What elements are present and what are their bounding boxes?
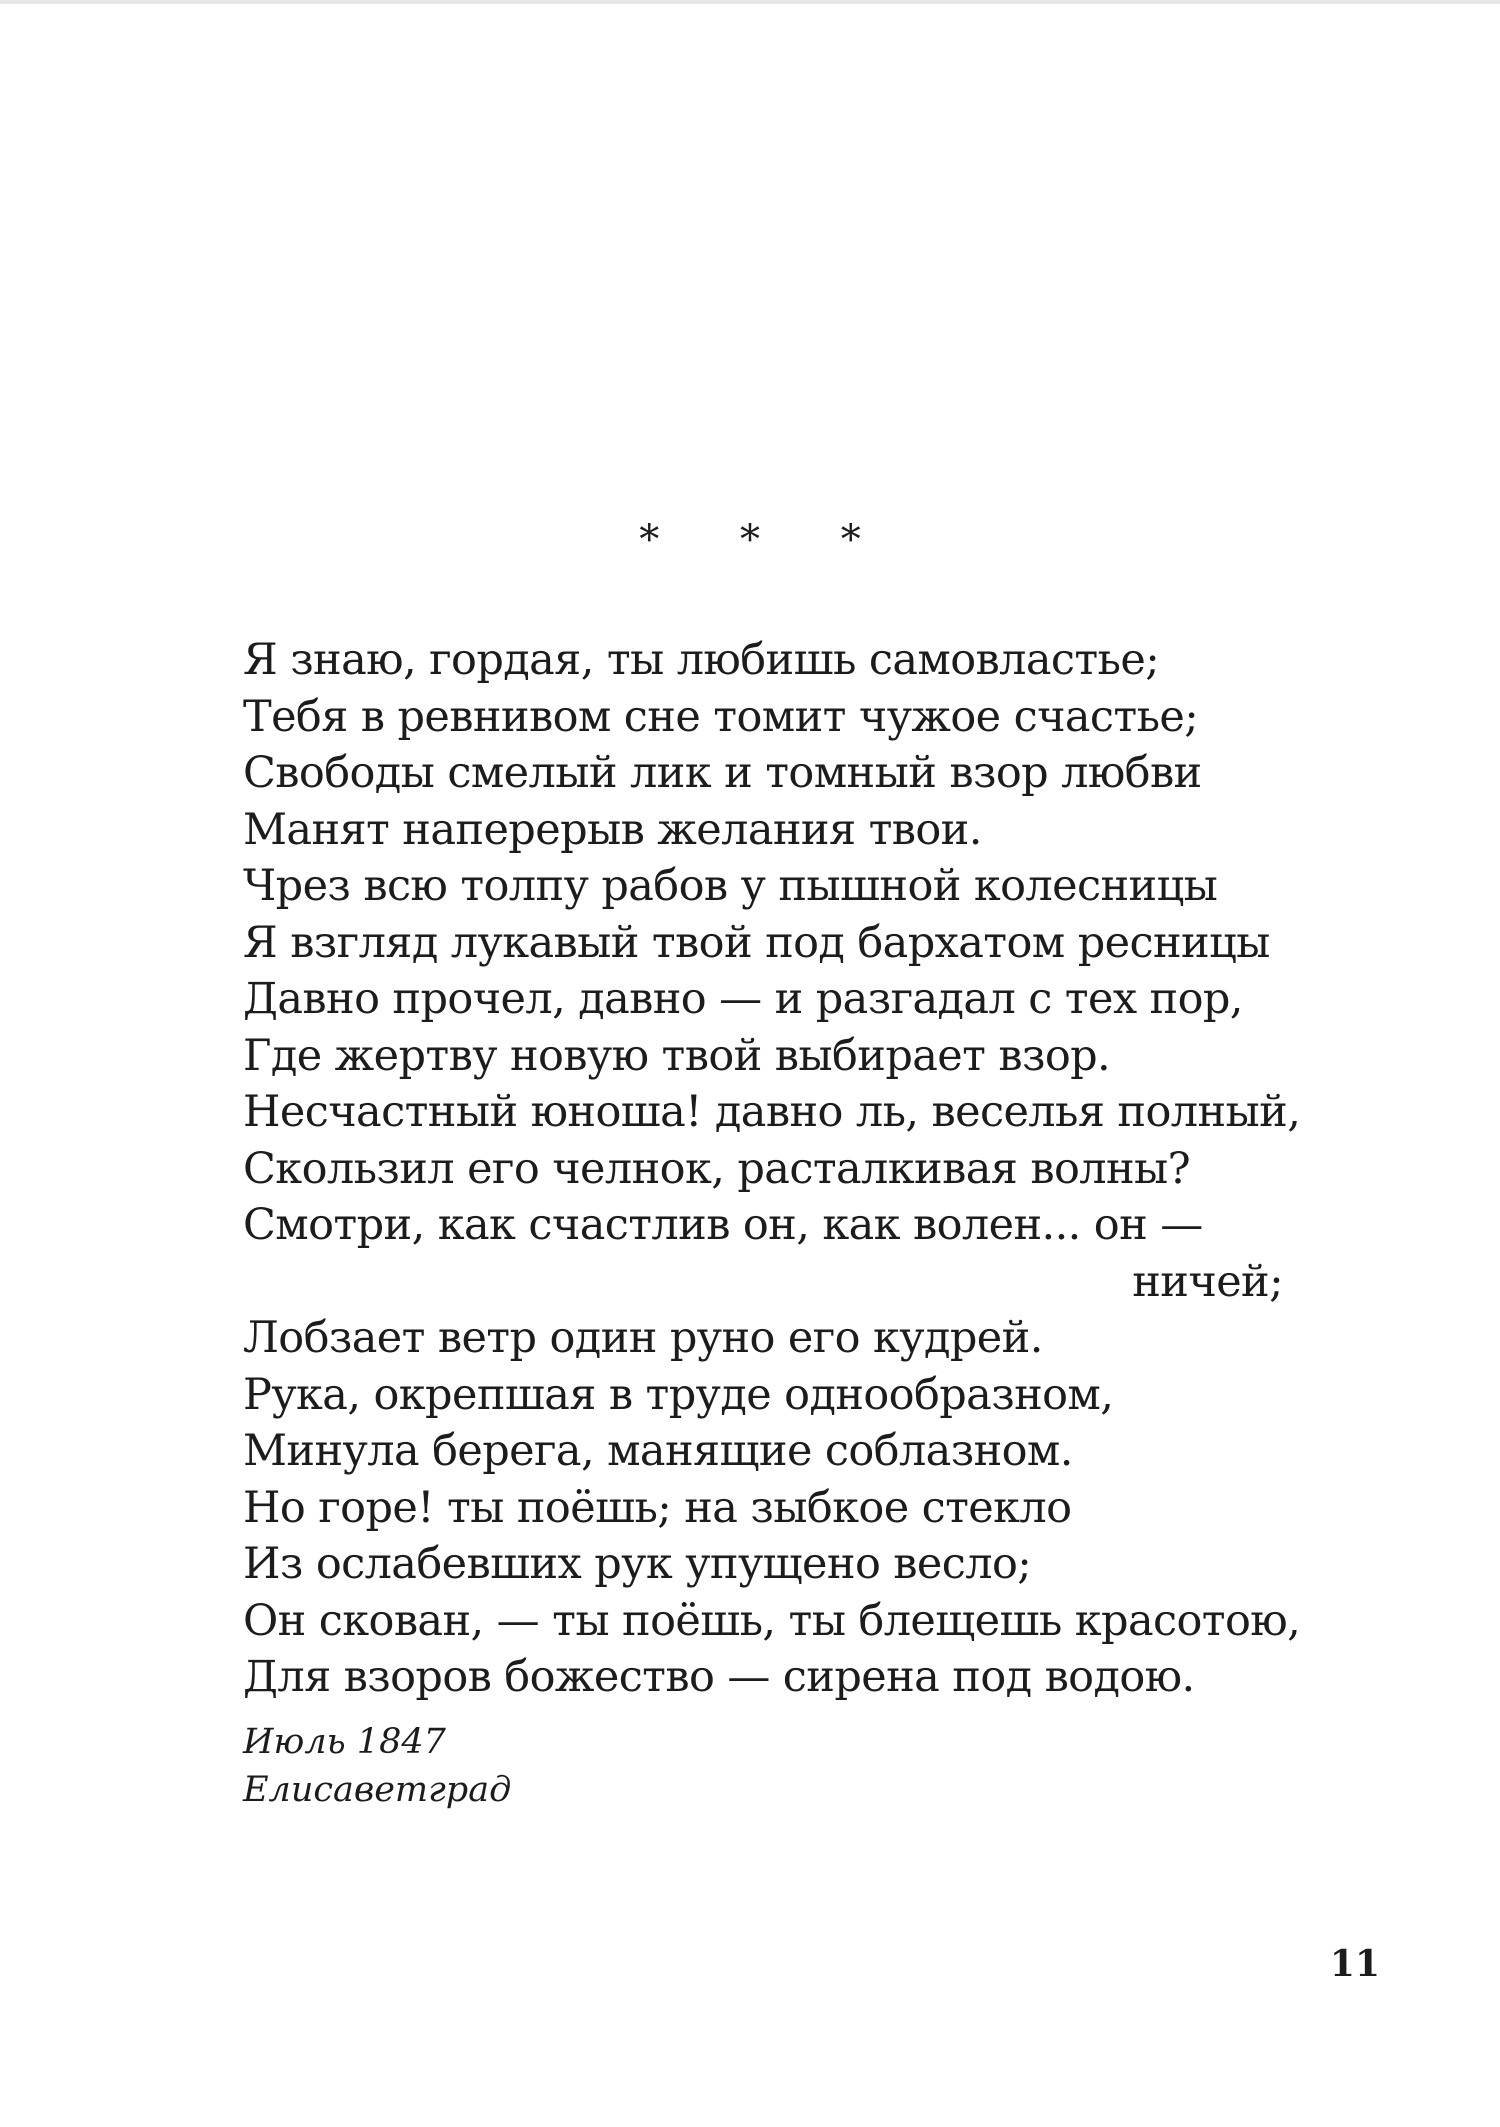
poem-line: Из ослабевших рук упущено весло; (243, 1539, 1032, 1589)
poem-line: Скользил его челнок, расталкивая волны? (243, 1143, 1191, 1194)
top-edge-rule (0, 0, 1500, 4)
poem-line: Смотри, как счастлив он, как волен... он — (243, 1200, 1203, 1250)
poem-date: Июль 1847 (243, 1722, 446, 1762)
poem-dateline (243, 1718, 511, 1814)
poem-line: Несчастный юноша! давно ль, веселья полный, (243, 1087, 1301, 1137)
section-asterism: * * * (639, 517, 895, 563)
poem-line: Но горе! ты поёшь; на зыбкое стекло (243, 1482, 1072, 1533)
poem-line: Я знаю, гордая, ты любишь самовластье; (243, 635, 1160, 685)
poem-line: Я взгляд лукавый твой под бархатом ресницы (243, 917, 1270, 968)
poem-line: Минула берега, манящие соблазном. (243, 1426, 1073, 1476)
poem-line: Он скован, — ты поёшь, ты блещешь красотою, (243, 1595, 1301, 1646)
poem-line: Свободы смелый лик и томный взор любви (243, 748, 1202, 798)
poem-line: Где жертву новую твой выбирает взор. (243, 1030, 1111, 1081)
poem-line: Давно прочел, давно — и разгадал с тех пор, (243, 974, 1243, 1024)
poem-line: Чрез всю толпу рабов у пышной колесницы (243, 861, 1218, 911)
poem-line-continuation: ничей; (1132, 1256, 1283, 1307)
poem-line: Манят наперерыв желания твои. (243, 804, 982, 855)
poem-body (243, 632, 1301, 1706)
page-number: 11 (1329, 1943, 1380, 1985)
poem-line: Рука, окрепшая в труде однообразном, (243, 1369, 1114, 1420)
poem-place: Елисаветград (243, 1770, 512, 1810)
poem-line: Тебя в ревнивом сне томит чужое счастье; (243, 691, 1199, 742)
poem-line: Для взоров божество — сирена под водою. (243, 1652, 1195, 1702)
poem-line: Лобзает ветр один руно его кудрей. (243, 1313, 1043, 1363)
